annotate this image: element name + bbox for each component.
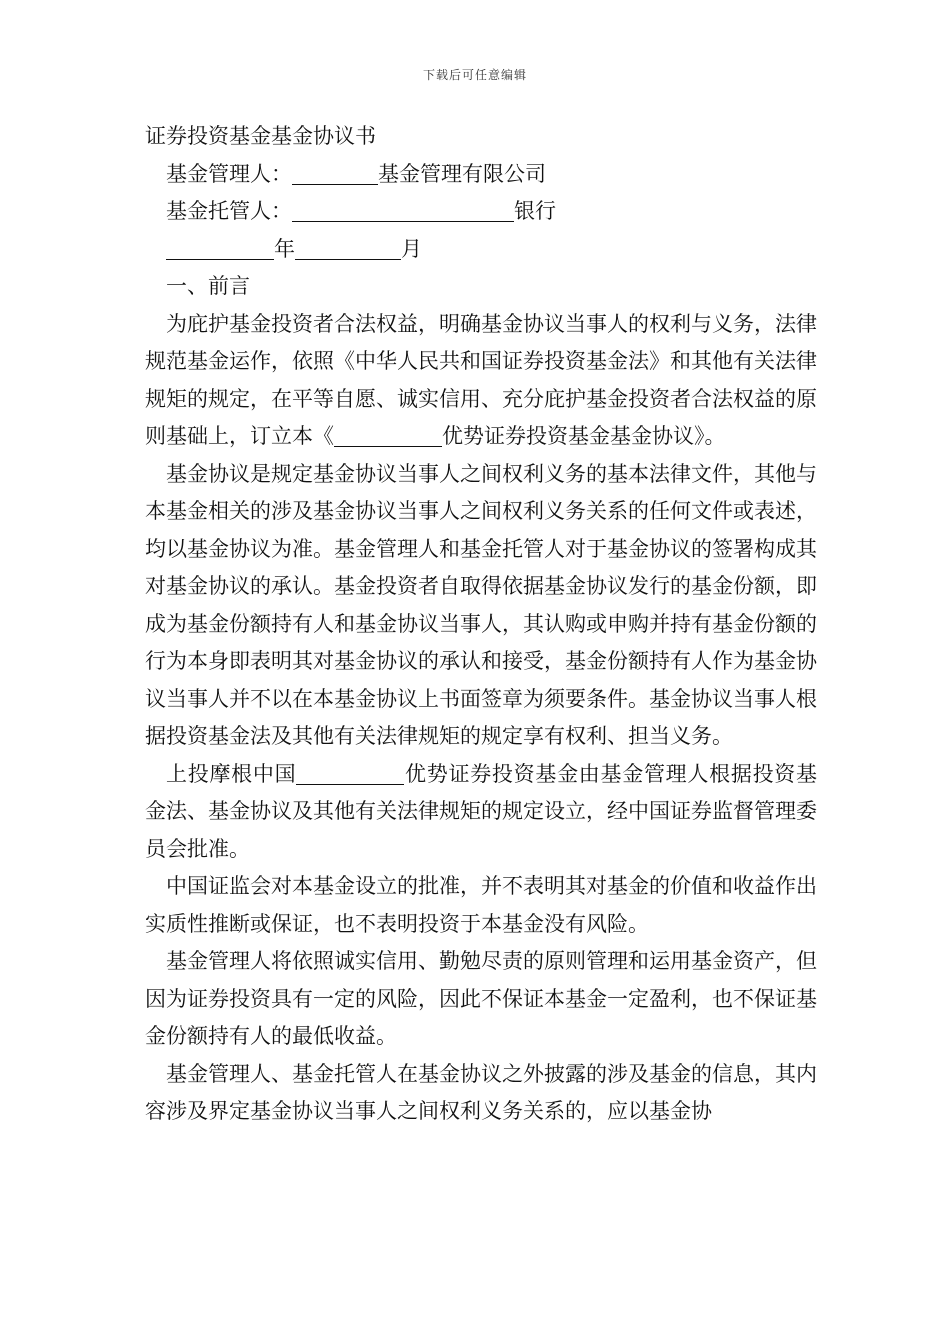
date-line [145, 231, 817, 269]
paragraph-fund-establishment [145, 756, 817, 869]
month-blank [295, 237, 401, 260]
page-header-note: 下载后可任意编辑 [422, 68, 527, 82]
paragraph-disclosure: 基金管理人、基金托管人在基金协议之外披露的涉及基金的信息，其内容涉及界定基金协议当事人之间权利义务关系的，应以基金协 [145, 1061, 817, 1123]
fund-manager-line [145, 156, 817, 194]
paragraph-fund-establishment-text-a: 上投摩根中国 [166, 761, 297, 786]
year-label: 年 [274, 236, 295, 261]
paragraph-purpose-text-b: 优势证券投资基金基金协议》。 [442, 424, 726, 448]
fund-custodian-label: 基金托管人： [166, 199, 292, 223]
fund-name-blank-2 [296, 762, 404, 785]
section-heading-preface: 一、前言 [166, 274, 250, 298]
paragraph-risk-disclaimer: 基金管理人将依照诚实信用、勤勉尽责的原则管理和运用基金资产，但因为证券投资具有一定的风险，因此不保证本基金一定盈利，也不保证基金份额持有人的最低收益。 [145, 949, 817, 1048]
fund-manager-blank [292, 162, 378, 185]
year-blank [166, 237, 274, 260]
document-title: 证券投资基金基金协议书 [145, 124, 376, 148]
fund-name-blank-1 [334, 424, 442, 447]
document-body [145, 118, 817, 1131]
fund-custodian-suffix: 银行 [514, 199, 556, 223]
paragraph-fund-establishment-text-b: 优势证券投资基金由基金管理人根据投资基金法、基金协议及其他有关法律规矩的规定设立，经中国证券监督管理委员会批准。 [145, 761, 818, 861]
month-label: 月 [401, 236, 422, 261]
paragraph-purpose [145, 306, 817, 456]
fund-manager-suffix: 基金管理有限公司 [378, 161, 546, 186]
paragraph-contract-definition: 基金协议是规定基金协议当事人之间权利义务的基本法律文件，其他与本基金相关的涉及基金协议当事人之间权利义务关系的任何文件或表述，均以基金协议为准。基金管理人和基金托管人对于基金协议的签署构成其对基金协议的承认。基金投资者自取得依据基金协议发行的基金份额，即成为基金份额持有人和基金协议当事人，其认购或申购并持有基金份额的行为本身即表明其对基金协议的承认和接受，基金份额持有人作为基金协议当事人并不以在本基金协议上书面签章为须要条件。基金协议当事人根据投资基金法及其他有关法律规矩的规定享有权利、担当义务。 [145, 461, 817, 748]
paragraph-csrc-approval: 中国证监会对本基金设立的批准，并不表明其对基金的价值和收益作出实质性推断或保证，也不表明投资于本基金没有风险。 [145, 874, 817, 936]
fund-custodian-blank [292, 199, 514, 222]
paragraph-purpose-text-a: 为庇护基金投资者合法权益，明确基金协议当事人的权利与义务，法律规范基金运作，依照《中华人民共和国证券投资基金法》和其他有关法律规矩的规定，在平等自愿、诚实信用、充分庇护基金投资者合法权益的原则基础上，订立本《 [145, 311, 817, 448]
fund-manager-label: 基金管理人： [166, 161, 292, 186]
fund-custodian-line [145, 193, 817, 231]
